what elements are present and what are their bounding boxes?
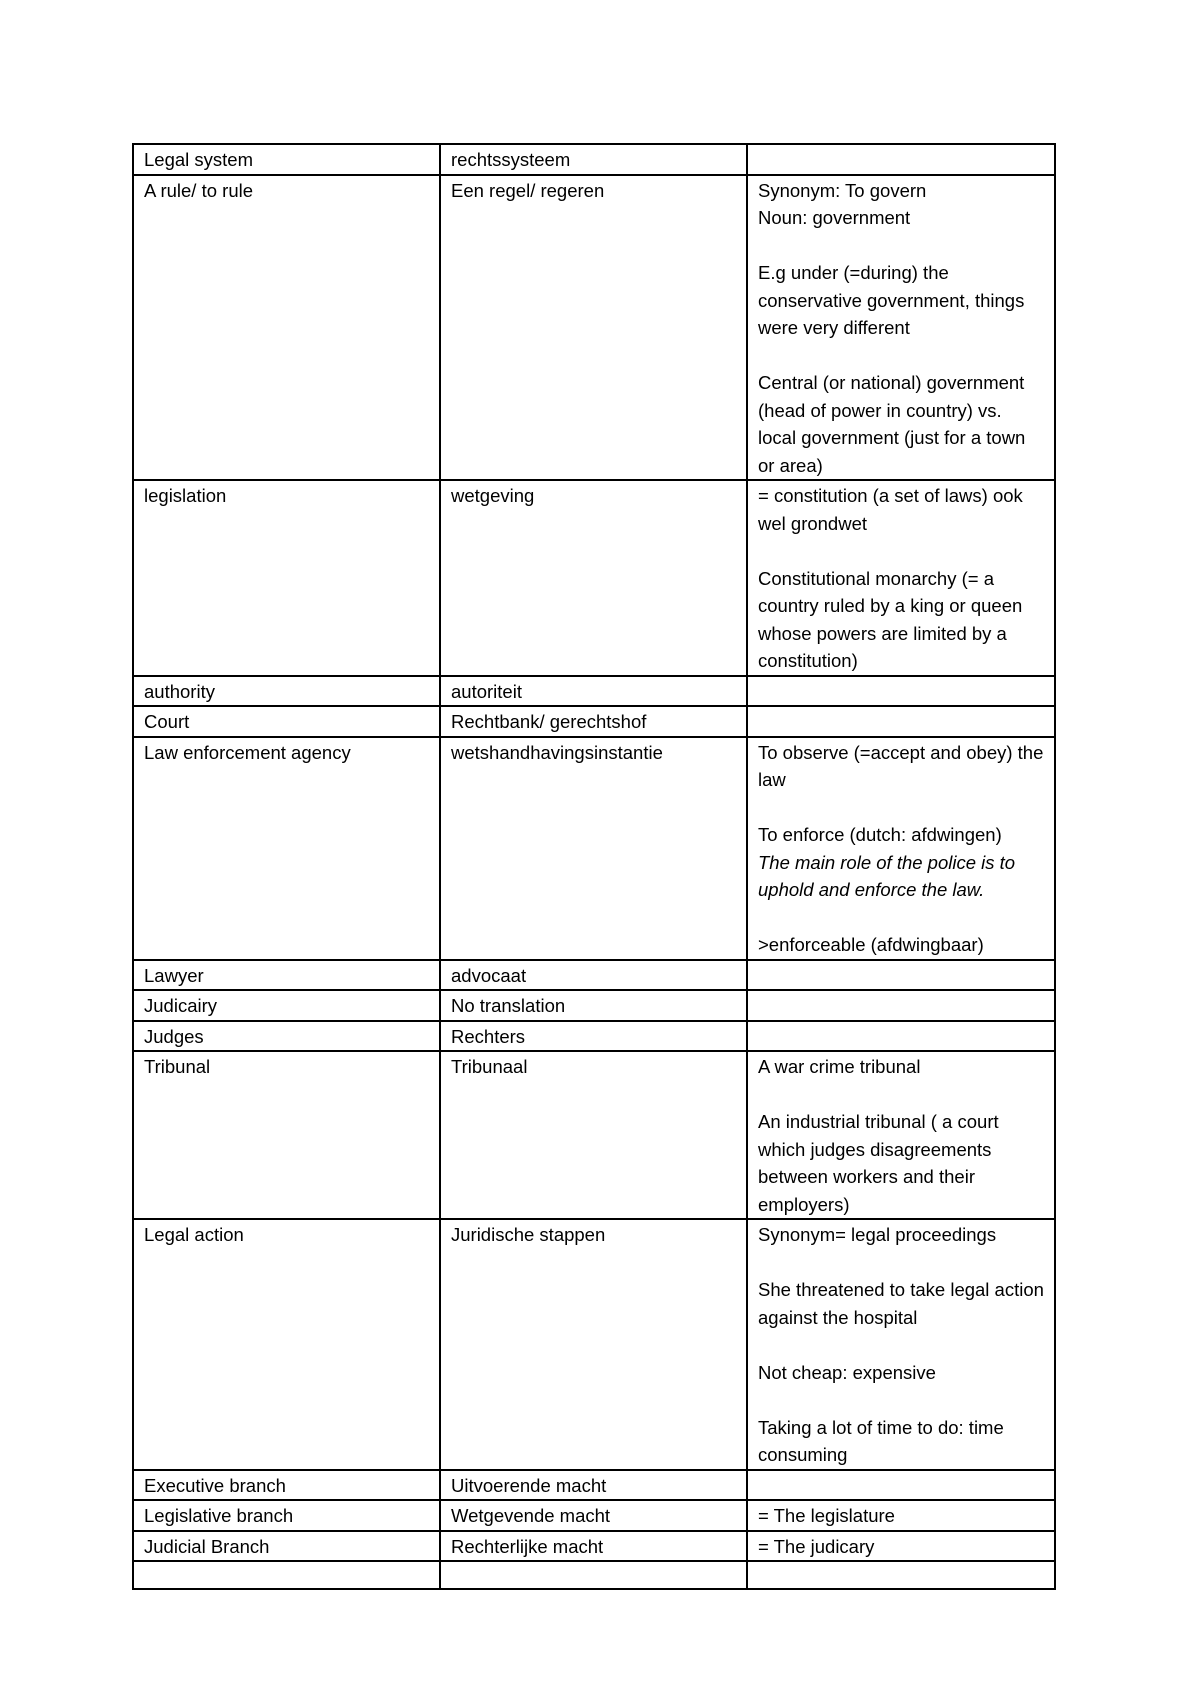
notes-cell (747, 480, 1055, 676)
translation-cell: wetshandhavingsinstantie (440, 737, 747, 960)
note-text: Synonym: To govern Noun: government E.g under (=during) the conservative government, things were very different Central (or national) government (head of power in country) vs. local government (just for a town or area) (758, 179, 1026, 476)
table-row (133, 1531, 1055, 1562)
notes-cell (747, 1561, 1055, 1589)
term-cell: Law enforcement agency (133, 737, 440, 960)
term-cell: legislation (133, 480, 440, 676)
notes-cell (747, 1470, 1055, 1501)
translation-cell: Wetgevende macht (440, 1500, 747, 1531)
notes-cell (747, 175, 1055, 481)
table-row (133, 706, 1055, 737)
table-row (133, 1470, 1055, 1501)
term-cell: Judicial Branch (133, 1531, 440, 1562)
term-cell: Legal action (133, 1219, 440, 1470)
notes-cell (747, 1531, 1055, 1562)
term-cell: Executive branch (133, 1470, 440, 1501)
table-row (133, 480, 1055, 676)
term-cell (133, 1561, 440, 1589)
table-row (133, 960, 1055, 991)
vocabulary-table-body (133, 144, 1055, 1589)
note-text: A war crime tribunal An industrial tribunal ( a court which judges disagreements between workers and their employers) (758, 1056, 999, 1215)
translation-cell (440, 1561, 747, 1589)
table-row (133, 990, 1055, 1021)
table-row (133, 1500, 1055, 1531)
translation-cell: rechtssysteem (440, 144, 747, 175)
translation-cell: wetgeving (440, 480, 747, 676)
note-text: = The judicary (758, 1535, 875, 1557)
term-cell: Tribunal (133, 1051, 440, 1219)
translation-cell: advocaat (440, 960, 747, 991)
term-cell: authority (133, 676, 440, 707)
term-cell: Legal system (133, 144, 440, 175)
notes-cell (747, 1500, 1055, 1531)
note-text: = The legislature (758, 1505, 895, 1526)
table-row (133, 1219, 1055, 1470)
note-text: Synonym= legal proceedings She threatened to take legal action against the hospital Not cheap: expensive Taking a lot of time to do: time consuming (758, 1224, 1044, 1465)
translation-cell: Rechtbank/ gerechtshof (440, 706, 747, 737)
translation-cell: Rechterlijke macht (440, 1531, 747, 1562)
notes-cell (747, 990, 1055, 1021)
table-row (133, 676, 1055, 707)
table-row (133, 1021, 1055, 1052)
notes-cell (747, 737, 1055, 960)
example-sentence: The main role of the police is to uphold and enforce the law. (758, 851, 1021, 900)
table-row (133, 1051, 1055, 1219)
note-text: = constitution (a set of laws) ook wel grondwet Constitutional monarchy (= a country ruled by a king or queen whose powers are limited by a constitution) (758, 485, 1023, 671)
notes-cell (747, 676, 1055, 707)
note-text: >enforceable (afdwingbaar) (758, 934, 984, 955)
table-row (133, 175, 1055, 481)
term-cell: Judicairy (133, 990, 440, 1021)
translation-cell: Een regel/ regeren (440, 175, 747, 481)
translation-cell: Tribunaal (440, 1051, 747, 1219)
term-cell: Judges (133, 1021, 440, 1052)
notes-cell (747, 1219, 1055, 1470)
term-cell: Legislative branch (133, 1500, 440, 1531)
translation-cell: Uitvoerende macht (440, 1470, 747, 1501)
table-row (133, 737, 1055, 960)
term-cell: Lawyer (133, 960, 440, 991)
vocabulary-table (132, 143, 1056, 1590)
translation-cell: No translation (440, 990, 747, 1021)
notes-cell (747, 1021, 1055, 1052)
table-row (133, 144, 1055, 175)
notes-cell (747, 1051, 1055, 1219)
translation-cell: Rechters (440, 1021, 747, 1052)
term-cell: Court (133, 706, 440, 737)
notes-cell (747, 960, 1055, 991)
translation-cell: Juridische stappen (440, 1219, 747, 1470)
translation-cell: autoriteit (440, 676, 747, 707)
notes-cell (747, 144, 1055, 175)
table-row (133, 1561, 1055, 1589)
notes-cell (747, 706, 1055, 737)
note-text: To observe (=accept and obey) the law To enforce (dutch: afdwingen) (758, 741, 1044, 845)
term-cell: A rule/ to rule (133, 175, 440, 481)
